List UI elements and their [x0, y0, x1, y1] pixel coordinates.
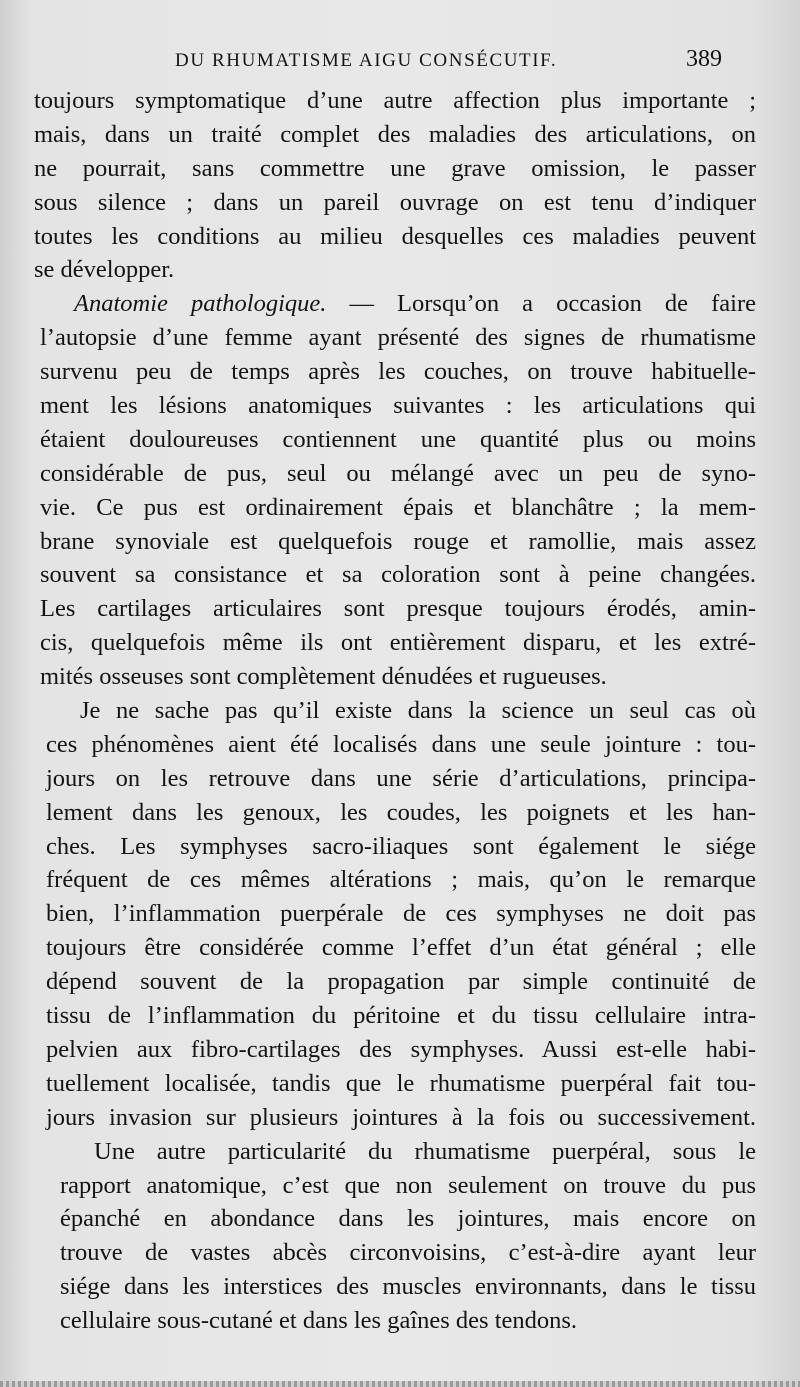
- text-line-lead: [40, 287, 756, 321]
- paragraph-4: [60, 1135, 756, 1338]
- text-line: ment les lésions anatomiques suivantes : les articulations qui: [40, 392, 756, 420]
- text-line: lement dans les genoux, les coudes, les poignets et les han-: [46, 798, 756, 826]
- text-line: toutes les conditions au milieu desquelles ces maladies peuvent: [34, 222, 756, 250]
- text-line: rapport anatomique, c’est que non seulement on trouve du pus: [60, 1171, 756, 1199]
- page-number: 389: [686, 46, 722, 72]
- text-line: siége dans les interstices des muscles environnants, dans le tissu: [60, 1273, 756, 1301]
- text-line: considérable de pus, seul ou mélangé avec un peu de syno-: [40, 459, 756, 487]
- text-line: cellulaire sous-cutané et dans les gaînes des tendons.: [60, 1307, 578, 1335]
- text-line: Les cartilages articulaires sont presque toujours érodés, amin-: [40, 595, 756, 623]
- text-line: toujours symptomatique d’une autre affection plus importante ;: [34, 87, 756, 114]
- text-line: bien, l’inflammation puerpérale de ces symphyses ne doit pas: [46, 900, 756, 928]
- text-line: étaient douloureuses contiennent une quantité plus ou moins: [40, 425, 756, 453]
- text-line: ches. Les symphyses sacro-iliaques sont également le siége: [46, 832, 756, 860]
- paragraph-1: [34, 84, 756, 287]
- paragraph-2: [40, 287, 756, 694]
- lead-text: — Lorsqu’on a occasion de faire: [326, 290, 756, 318]
- text-line: pelvien aux fibro-cartilages des symphyses. Aussi est-elle habi-: [46, 1035, 756, 1063]
- running-title: DU RHUMATISME AIGU CONSÉCUTIF.: [175, 50, 558, 71]
- text-line: toujours être considérée comme l’effet d’un état général ; elle: [46, 934, 756, 962]
- text-line: trouve de vastes abcès circonvoisins, c’est-à-dire ayant leur: [60, 1239, 756, 1267]
- text-line: jours invasion sur plusieurs jointures à la fois ou successivement.: [46, 1103, 756, 1131]
- section-heading-italic: Anatomie pathologique.: [74, 290, 327, 318]
- text-line: Je ne sache pas qu’il existe dans la science un seul cas où: [80, 697, 756, 725]
- text-line: souvent sa consistance et sa coloration sont à peine changées.: [40, 561, 756, 589]
- text-line: brane synoviale est quelquefois rouge et ramollie, mais assez: [40, 527, 756, 555]
- text-line: mais, dans un traité complet des maladies des articulations, on: [34, 120, 756, 148]
- text-line: survenu peu de temps après les couches, on trouve habituelle-: [40, 358, 756, 386]
- text-line: fréquent de ces mêmes altérations ; mais, qu’on le remarque: [46, 866, 756, 894]
- page-header: [40, 46, 730, 76]
- text-line: jours on les retrouve dans une série d’articulations, principa-: [46, 764, 756, 792]
- text-line: vie. Ce pus est ordinairement épais et blanchâtre ; la mem-: [40, 493, 756, 521]
- text-line: sous silence ; dans un pareil ouvrage on est tenu d’indiquer: [34, 188, 756, 216]
- text-line: se développer.: [34, 256, 175, 284]
- text-line: Une autre particularité du rhumatisme puerpéral, sous le: [94, 1137, 756, 1165]
- text-line: tuellement localisée, tandis que le rhumatisme puerpéral fait tou-: [46, 1069, 756, 1097]
- text-line: ne pourrait, sans commettre une grave omission, le passer: [34, 154, 756, 182]
- text-line: l’autopsie d’une femme ayant présenté des signes de rhumatisme: [40, 324, 756, 352]
- text-line: tissu de l’inflammation du péritoine et du tissu cellulaire intra-: [46, 1002, 756, 1030]
- text-line: mités osseuses sont complètement dénudées et rugueuses.: [40, 663, 607, 691]
- text-line: épanché en abondance dans les jointures, mais encore on: [60, 1205, 756, 1233]
- text-line: ces phénomènes aient été localisés dans une seule jointure : tou-: [46, 730, 756, 758]
- paragraph-3: [46, 694, 756, 1135]
- text-line: dépend souvent de la propagation par simple continuité de: [46, 968, 756, 996]
- text-line: cis, quelquefois même ils ont entièrement disparu, et les extré-: [40, 629, 756, 657]
- body-text: [34, 84, 756, 1338]
- page-bottom-edge: [0, 1381, 800, 1387]
